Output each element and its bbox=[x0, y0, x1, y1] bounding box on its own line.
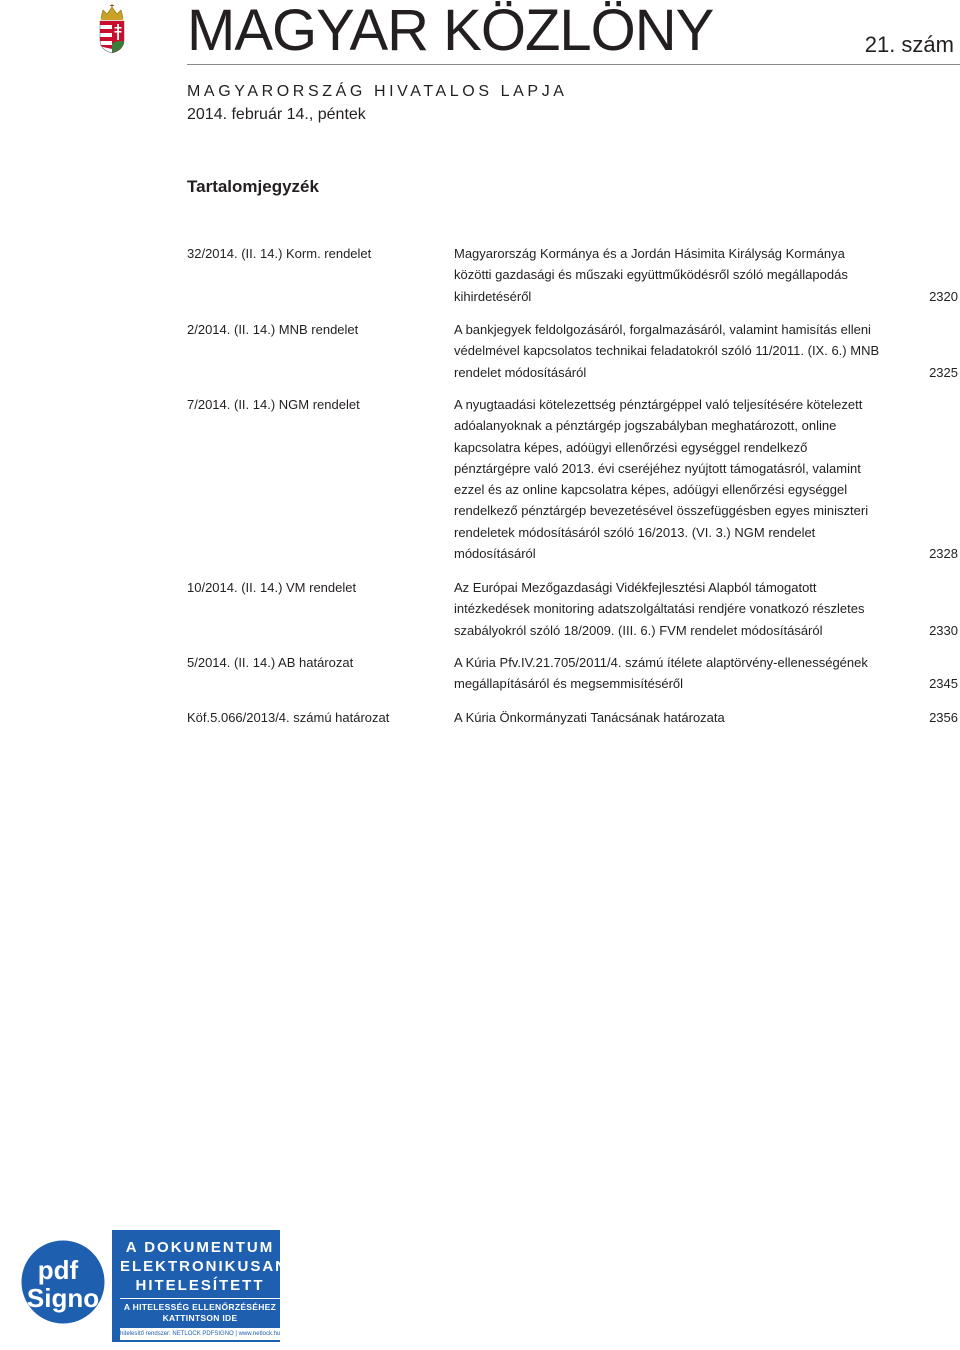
publication-subtitle: MAGYARORSZÁG HIVATALOS LAPJA bbox=[187, 83, 568, 100]
toc-entry-title: A Kúria Pfv.IV.21.705/2011/4. számú ítélete alaptörvény-ellenességének megállapításáról és megsemmisítéséről bbox=[454, 655, 868, 692]
issue-number: 21. szám bbox=[864, 32, 954, 57]
pdfsigno-logo-icon bbox=[8, 1237, 118, 1327]
toc-entry-page: 2325 bbox=[929, 364, 958, 380]
toc-entry-title: Magyarország Kormánya és a Jordán Hásimita Királyság Kormánya közötti gazdasági és műszaki együttműködésről szóló megállapodás kihirdetéséről bbox=[454, 246, 848, 304]
toc-heading: Tartalomjegyzék bbox=[187, 177, 319, 196]
toc-entry[interactable] bbox=[187, 707, 960, 728]
toc-entry-reference: 7/2014. (II. 14.) NGM rendelet bbox=[187, 397, 360, 412]
badge-line-2: ELEKTRONIKUSAN bbox=[120, 1258, 289, 1275]
pdfsigno-logo-text-top: pdf bbox=[37, 1255, 79, 1285]
toc-entry-title: Az Európai Mezőgazdasági Vidékfejlesztési Alapból támogatott intézkedések monitoring adatszolgáltatási rendjére vonatkozó részletes szabályokról szóló 18/2009. (III. 6.) FVM rendelet módosításáról bbox=[454, 580, 865, 638]
toc-entry-page: 2320 bbox=[929, 288, 958, 304]
toc-entry-reference: 2/2014. (II. 14.) MNB rendelet bbox=[187, 322, 359, 337]
publication-title: MAGYAR KÖZLÖNY bbox=[187, 0, 714, 63]
toc-entry-reference: 32/2014. (II. 14.) Korm. rendelet bbox=[187, 246, 372, 261]
toc-entry[interactable] bbox=[187, 243, 960, 307]
badge-verify-text: A HITELESSÉG ELLENŐRZÉSÉHEZ bbox=[123, 1302, 277, 1312]
header-divider bbox=[187, 64, 960, 65]
publication-date: 2014. február 14., péntek bbox=[187, 106, 366, 123]
toc-entry-reference: 5/2014. (II. 14.) AB határozat bbox=[187, 655, 354, 670]
toc-entry-reference: 10/2014. (II. 14.) VM rendelet bbox=[187, 580, 357, 595]
toc-entry-page: 2330 bbox=[929, 622, 958, 638]
toc-entry[interactable] bbox=[187, 652, 960, 695]
toc-entry[interactable] bbox=[187, 319, 960, 383]
badge-line-1: A DOKUMENTUM bbox=[125, 1239, 275, 1256]
badge-line-3: HITELESÍTETT bbox=[135, 1277, 265, 1294]
toc-entry-reference: Köf.5.066/2013/4. számú határozat bbox=[187, 710, 390, 725]
toc-entry[interactable] bbox=[187, 394, 960, 564]
e-signature-badge[interactable] bbox=[8, 1222, 289, 1342]
pdfsigno-logo-text-bottom: Signo bbox=[26, 1283, 100, 1313]
toc-entry-page: 2328 bbox=[929, 546, 958, 562]
toc-entry-title: A Kúria Önkormányzati Tanácsának határozata bbox=[454, 710, 725, 725]
coat-of-arms-icon bbox=[97, 4, 127, 54]
badge-footer: hitelesítő rendszer: NETLOCK PDFSIGNO | www.netlock.hu bbox=[120, 1328, 280, 1340]
badge-divider bbox=[120, 1298, 280, 1299]
toc-entry[interactable] bbox=[187, 577, 960, 641]
badge-click-here-link[interactable]: KATTINTSON IDE bbox=[162, 1313, 238, 1323]
toc-entry-title: A bankjegyek feldolgozásáról, forgalmazásáról, valamint hamisítás elleni védelmével kapcsolatos technikai feladatokról szóló 11/2011. (IX. 6.) MNB rendelet módosításáról bbox=[454, 322, 880, 380]
toc-entry-title: A nyugtaadási kötelezettség pénztárgéppel való teljesítésére kötelezett adóalanyoknak a pénztárgép jogszabályban meghatározott, online kapcsolatra képes, adóügyi ellenőrzési egységgel rendelkező pénztárgépre való 2013. évi cseréjéhez nyújtott támogatásról, valamint ezzel és az online kapcsolatra képes, adóügyi ellenőrzési egységgel rendelkező pénztárgép bevezetésével összefüggésben egyes miniszteri rendeletek módosításáról szóló 16/2013. (VI. 3.) NGM rendelet módosításáról bbox=[454, 397, 869, 562]
toc-entry-page: 2356 bbox=[929, 710, 958, 725]
toc-entry-page: 2345 bbox=[929, 676, 958, 692]
